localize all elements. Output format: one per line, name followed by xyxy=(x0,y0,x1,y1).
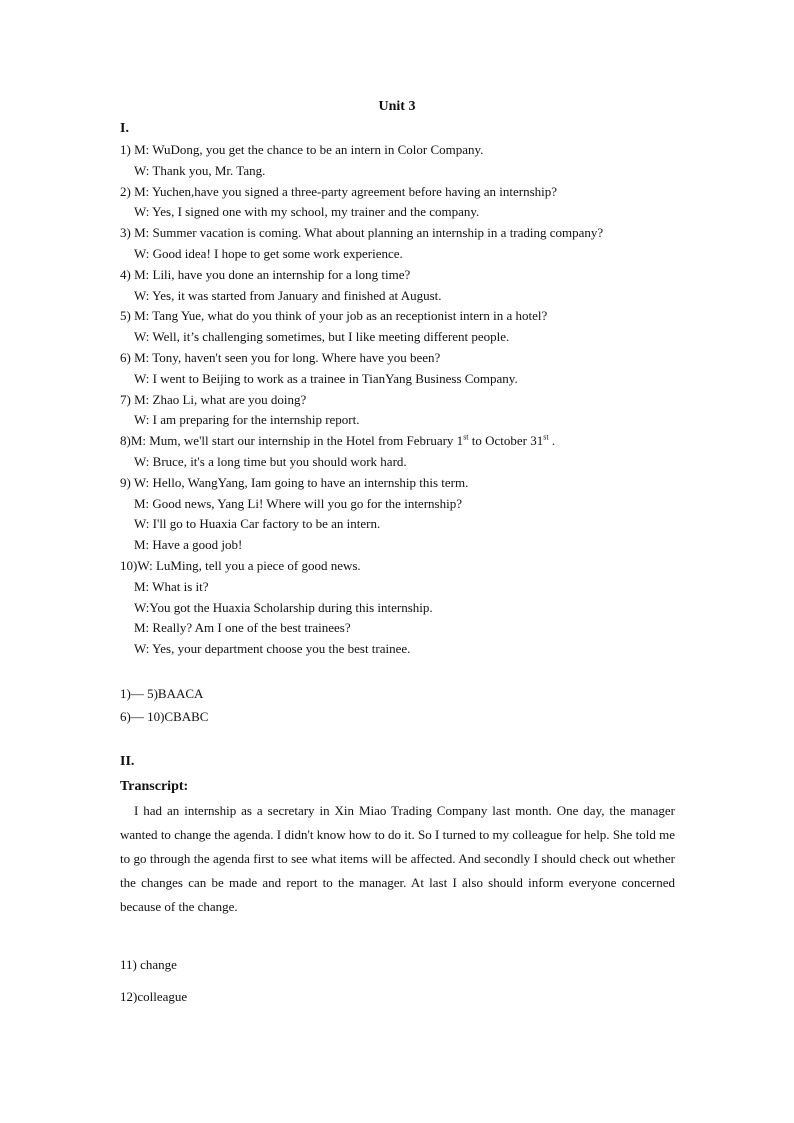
dialog-line: 9) W: Hello, WangYang, Iam going to have an internship this term. xyxy=(120,474,469,490)
dialog-line: W: Yes, it was started from January and finished at August. xyxy=(134,287,442,303)
dialog-line: M: Really? Am I one of the best trainees? xyxy=(134,620,351,636)
dialog-line: 5) M: Tang Yue, what do you think of your job as an receptionist intern in a hotel? xyxy=(120,308,548,324)
dialog-line: 3) M: Summer vacation is coming. What about planning an internship in a trading company? xyxy=(120,225,604,241)
answer-key xyxy=(120,682,208,728)
dialog-line: 4) M: Lili, have you done an internship for a long time? xyxy=(120,266,411,282)
section-2-label: II. xyxy=(120,754,135,769)
dialog-line: 1) M: WuDong, you get the chance to be an intern in Color Company. xyxy=(120,142,484,157)
dialog-line: W: Good idea! I hope to get some work experience. xyxy=(134,245,403,261)
dialog-line: M: What is it? xyxy=(134,578,209,594)
dialog-line: 6) M: Tony, haven't seen you for long. Where have you been? xyxy=(120,349,441,365)
dialog-line: W:You got the Huaxia Scholarship during this internship. xyxy=(134,599,433,615)
dialog-line: W: Bruce, it's a long time but you should work hard. xyxy=(134,453,407,469)
dialog-text: to October 31 xyxy=(468,433,544,449)
fill-answer: 12)colleague xyxy=(120,989,188,1004)
dialog-line: 7) M: Zhao Li, what are you doing? xyxy=(120,391,307,407)
dialog-line-with-dates xyxy=(120,431,680,452)
ordinal-suffix: st xyxy=(543,432,549,442)
dialog-line: W: I'll go to Huaxia Car factory to be an intern. xyxy=(134,516,381,532)
page-title: Unit 3 xyxy=(378,99,416,114)
dialog-line: W: Well, it’s challenging sometimes, but I like meeting different people. xyxy=(134,329,510,345)
dialog-text: 8)M: Mum, we'll start our internship in the Hotel from February 1 xyxy=(120,433,464,449)
fill-answer: 11) change xyxy=(120,957,177,972)
dialog-line: M: Good news, Yang Li! Where will you go for the internship? xyxy=(134,495,462,511)
dialog-line: W: Yes, your department choose you the best trainee. xyxy=(134,641,411,657)
dialog-line: W: Thank you, Mr. Tang. xyxy=(134,162,266,178)
dialog-line: W: I am preparing for the internship report. xyxy=(134,412,360,428)
dialog-list xyxy=(120,140,680,660)
answer-line: 1)— 5)BAACA xyxy=(120,686,204,701)
transcript-paragraph: I had an internship as a secretary in Xin Miao Trading Company last month. One day, the manager wanted to change the agenda. I didn't know how to do it. So I turned to my colleague for help. She told me to go through the agenda first to see what items will be affected. And secondly I should check out whether the changes can be made and report to the manager. At last I also should inform everyone concerned because of the change. xyxy=(120,803,675,914)
dialog-text: . xyxy=(548,433,556,449)
ordinal-suffix: st xyxy=(463,432,469,442)
dialog-line: W: Yes, I signed one with my school, my trainer and the company. xyxy=(134,204,480,220)
dialog-line: W: I went to Beijing to work as a trainee in TianYang Business Company. xyxy=(134,370,518,386)
answer-line: 6)— 10)CBABC xyxy=(120,709,209,724)
dialog-line: M: Have a good job! xyxy=(134,537,243,553)
dialog-line: 10)W: LuMing, tell you a piece of good news. xyxy=(120,557,361,573)
transcript-label: Transcript: xyxy=(120,779,189,794)
section-1-label: I. xyxy=(120,121,129,136)
dialog-line: 2) M: Yuchen,have you signed a three-party agreement before having an internship? xyxy=(120,183,558,199)
